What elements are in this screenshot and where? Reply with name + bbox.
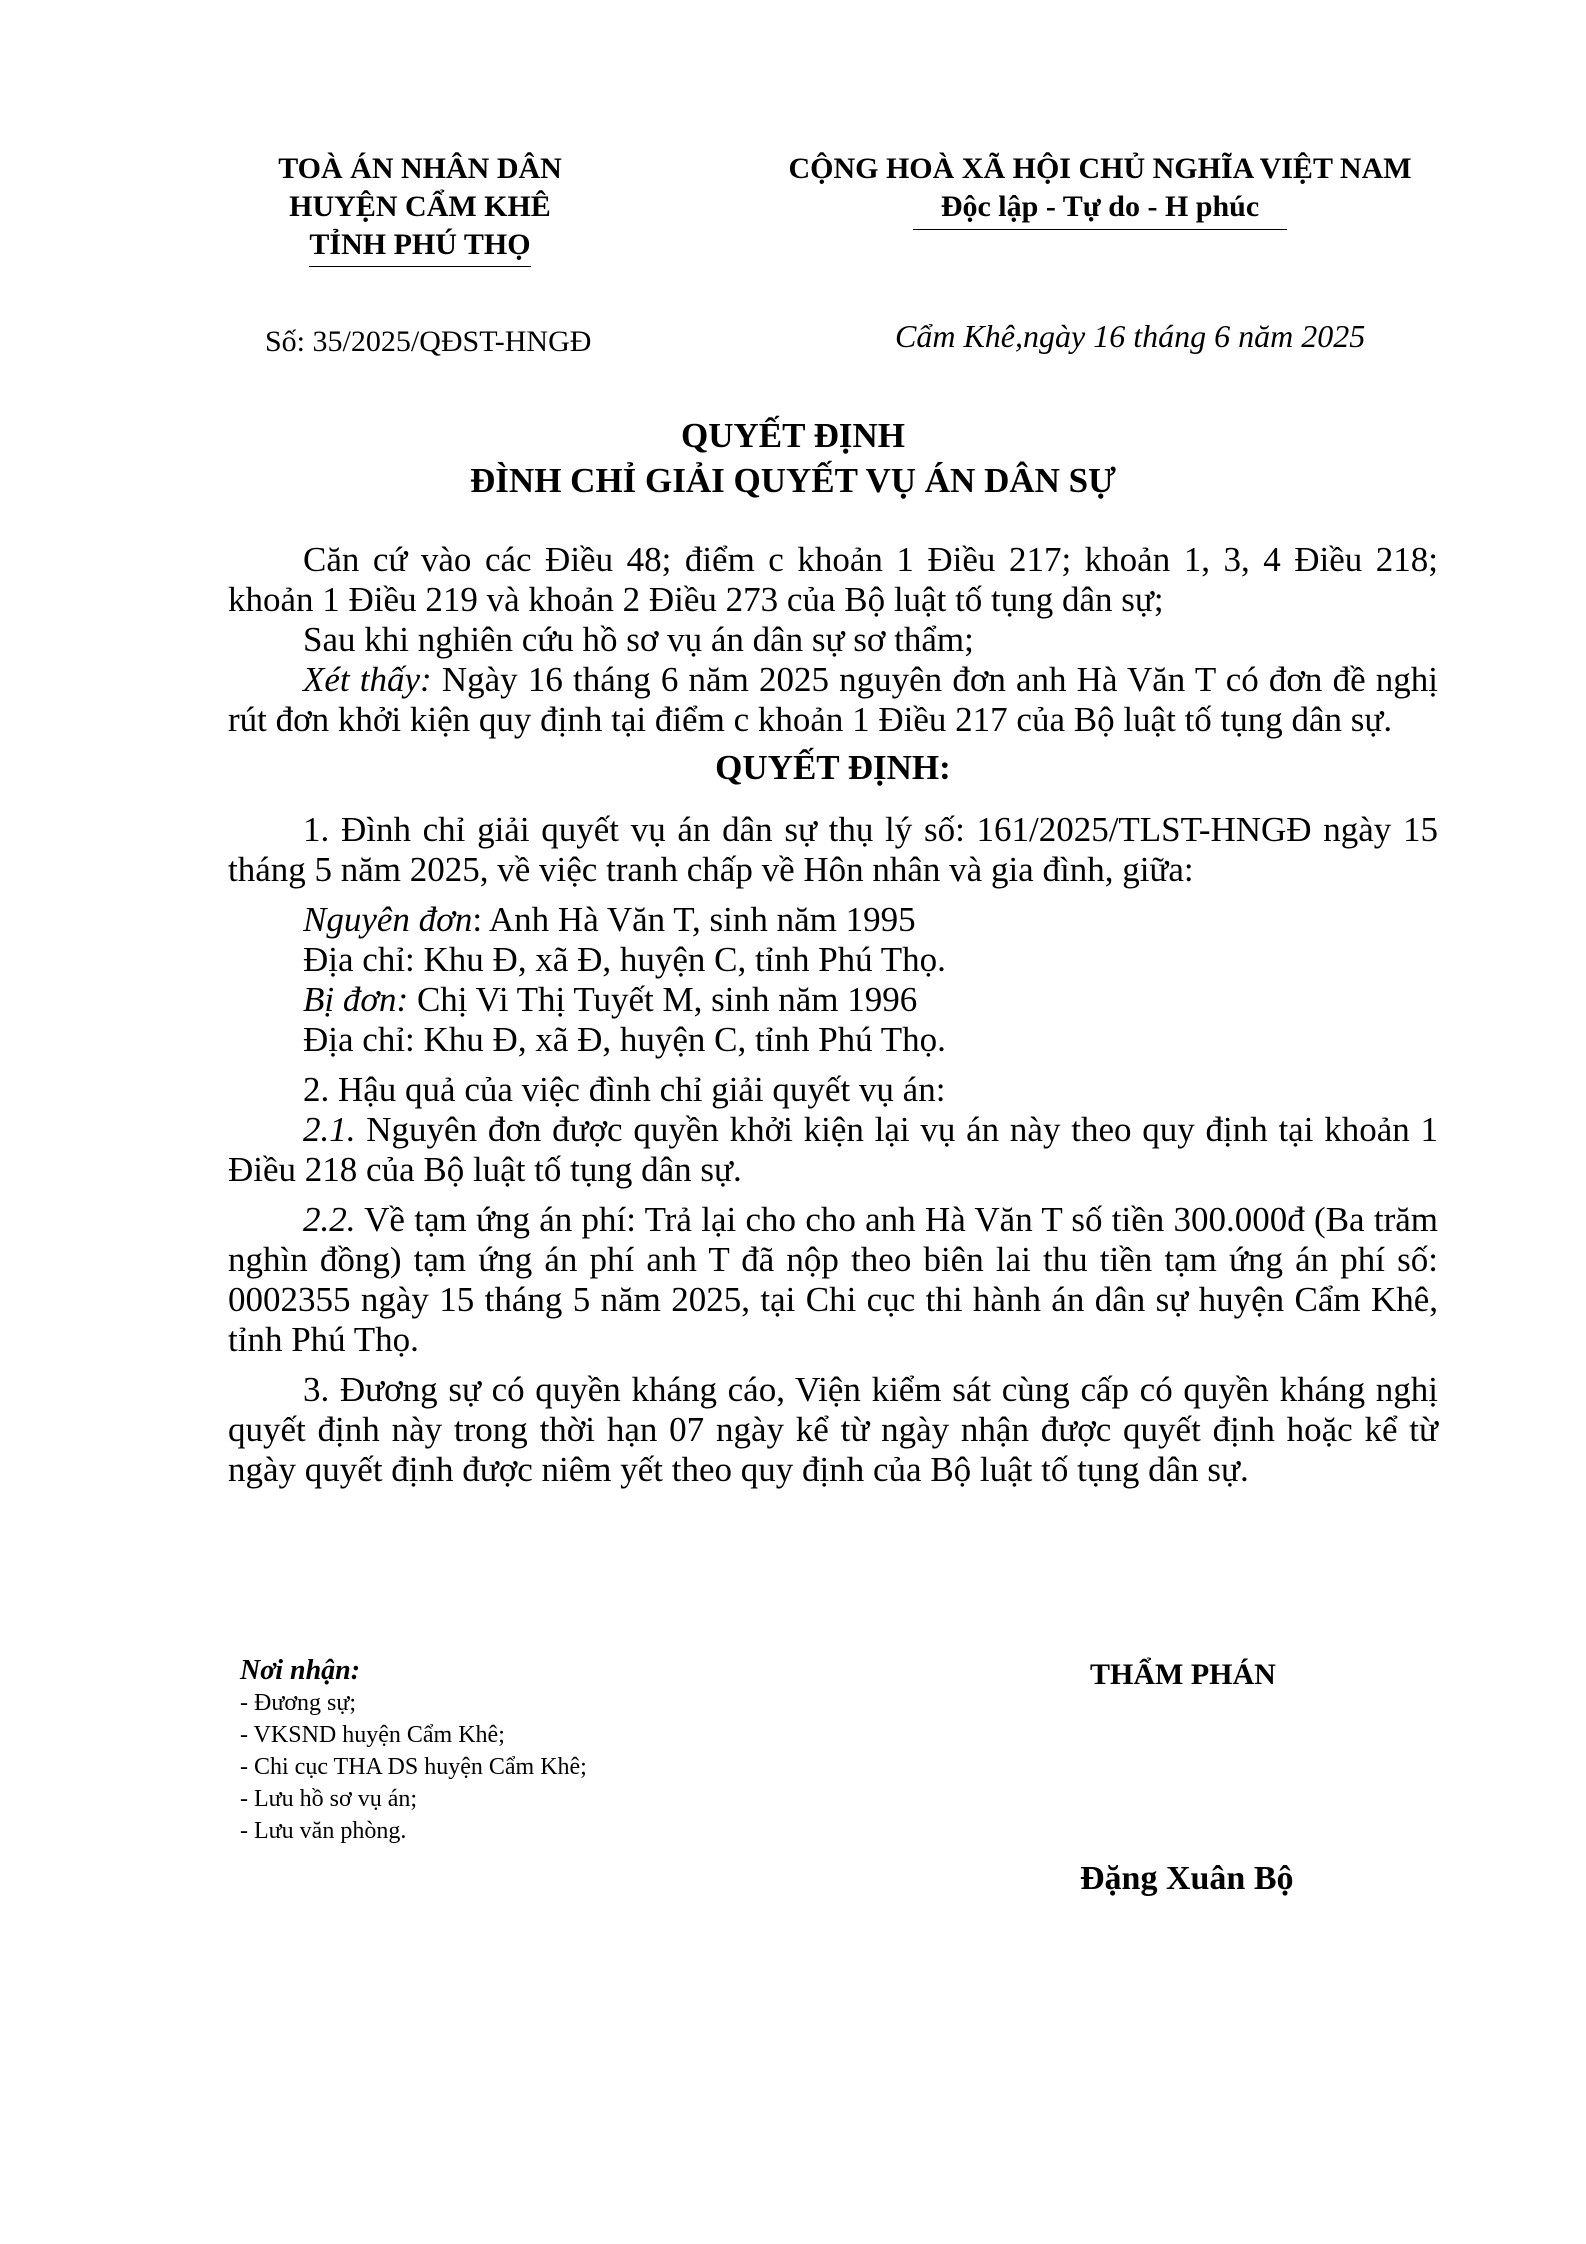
document-title: QUYẾT ĐỊNH bbox=[681, 416, 905, 455]
recipient-item: - VKSND huyện Cẩm Khê; bbox=[240, 1722, 505, 1748]
defendant-text: Chị Vi Thị Tuyết M, sinh năm 1996 bbox=[408, 980, 918, 1019]
judge-title: THẨM PHÁN bbox=[1090, 1658, 1276, 1691]
court-province-line: TỈNH PHÚ THỌ bbox=[309, 226, 530, 267]
item-2-2-text: Về tạm ứng án phí: Trả lại cho cho anh Hà Văn T số tiền 300.000đ (Ba trăm nghìn đồng) tạm ứng án phí anh T đã nộp theo biên lai thu tiền tạm ứng án phí số: 0002355 ngày 15 tháng 5 năm 2025, tại Chi cục thi hành án dân sự huyện Cẩm Khê, tỉnh Phú Thọ. bbox=[228, 1200, 1438, 1359]
item-3: 3. Đương sự có quyền kháng cáo, Viện kiểm sát cùng cấp có quyền kháng nghị quyết định này trong thời hạn 07 ngày kể từ ngày nhận được quyết định hoặc kể từ ngày quyết định được niêm yết theo quy định của Bộ luật tố tụng dân sự. bbox=[228, 1370, 1438, 1489]
defendant-line bbox=[228, 980, 1438, 1020]
plaintiff-line bbox=[228, 900, 1438, 940]
recipient-item: - Chi cục THA DS huyện Cẩm Khê; bbox=[240, 1754, 587, 1780]
document-subtitle: ĐÌNH CHỈ GIẢI QUYẾT VỤ ÁN DÂN SỰ bbox=[470, 461, 1116, 500]
item-2-1 bbox=[228, 1110, 1438, 1190]
plaintiff-label: Nguyên đơn bbox=[303, 900, 473, 939]
legal-basis-paragraph: Căn cứ vào các Điều 48; điểm c khoản 1 Điều 217; khoản 1, 3, 4 Điều 218; khoản 1 Điều 219 và khoản 2 Điều 273 của Bộ luật tố tụng dân sự; bbox=[228, 540, 1438, 619]
item-2-1-text: Nguyên đơn được quyền khởi kiện lại vụ án này theo quy định tại khoản 1 Điều 218 của Bộ luật tố tụng dân sự. bbox=[228, 1110, 1438, 1189]
decision-heading: QUYẾT ĐỊNH: bbox=[715, 748, 951, 787]
item-2-2-label: 2.2. bbox=[303, 1200, 356, 1239]
national-motto: Độc lập - Tự do - H phúc bbox=[913, 188, 1287, 230]
item-1: 1. Đình chỉ giải quyết vụ án dân sự thụ lý số: 161/2025/TLST-HNGĐ ngày 15 tháng 5 năm 2025, về việc tranh chấp về Hôn nhân và gia đình, giữa: bbox=[228, 810, 1438, 889]
judge-name: Đặng Xuân Bộ bbox=[1080, 1860, 1294, 1897]
court-name-line: TOÀ ÁN NHÂN DÂN bbox=[278, 152, 562, 185]
court-header bbox=[190, 150, 650, 267]
recipient-item: - Lưu hồ sơ vụ án; bbox=[240, 1786, 418, 1812]
document-body bbox=[228, 540, 1438, 1490]
defendant-address: Địa chỉ: Khu Đ, xã Đ, huyện C, tỉnh Phú Thọ. bbox=[303, 1020, 946, 1059]
recipients-block bbox=[240, 1655, 587, 1847]
recipient-item: - Lưu văn phòng. bbox=[240, 1818, 407, 1844]
plaintiff-text: : Anh Hà Văn T, sinh năm 1995 bbox=[472, 900, 916, 939]
item-2: 2. Hậu quả của việc đình chỉ giải quyết vụ án: bbox=[303, 1070, 946, 1109]
document-number: Số: 35/2025/QĐST-HNGĐ bbox=[265, 325, 592, 358]
national-title: CỘNG HOÀ XÃ HỘI CHỦ NGHĨA VIỆT NAM bbox=[788, 152, 1412, 185]
national-header bbox=[730, 150, 1470, 230]
recipient-item: - Đương sự; bbox=[240, 1690, 357, 1716]
finding-text: Ngày 16 tháng 6 năm 2025 nguyên đơn anh Hà Văn T có đơn đề nghị rút đơn khởi kiện quy định tại điểm c khoản 1 Điều 217 của Bộ luật tố tụng dân sự. bbox=[228, 660, 1439, 739]
place-date: Cẩm Khê,ngày 16 tháng 6 năm 2025 bbox=[895, 318, 1366, 354]
review-paragraph: Sau khi nghiên cứu hồ sơ vụ án dân sự sơ thẩm; bbox=[303, 620, 974, 659]
plaintiff-address: Địa chỉ: Khu Đ, xã Đ, huyện C, tỉnh Phú Thọ. bbox=[303, 940, 946, 979]
item-2-2 bbox=[228, 1200, 1438, 1360]
recipients-title: Nơi nhận: bbox=[240, 1655, 361, 1686]
finding-paragraph bbox=[228, 660, 1438, 740]
court-district-line: HUYỆN CẨM KHÊ bbox=[289, 190, 551, 223]
item-2-1-label: 2.1. bbox=[303, 1110, 356, 1149]
finding-label: Xét thấy: bbox=[303, 660, 432, 699]
defendant-label: Bị đơn: bbox=[303, 980, 409, 1019]
